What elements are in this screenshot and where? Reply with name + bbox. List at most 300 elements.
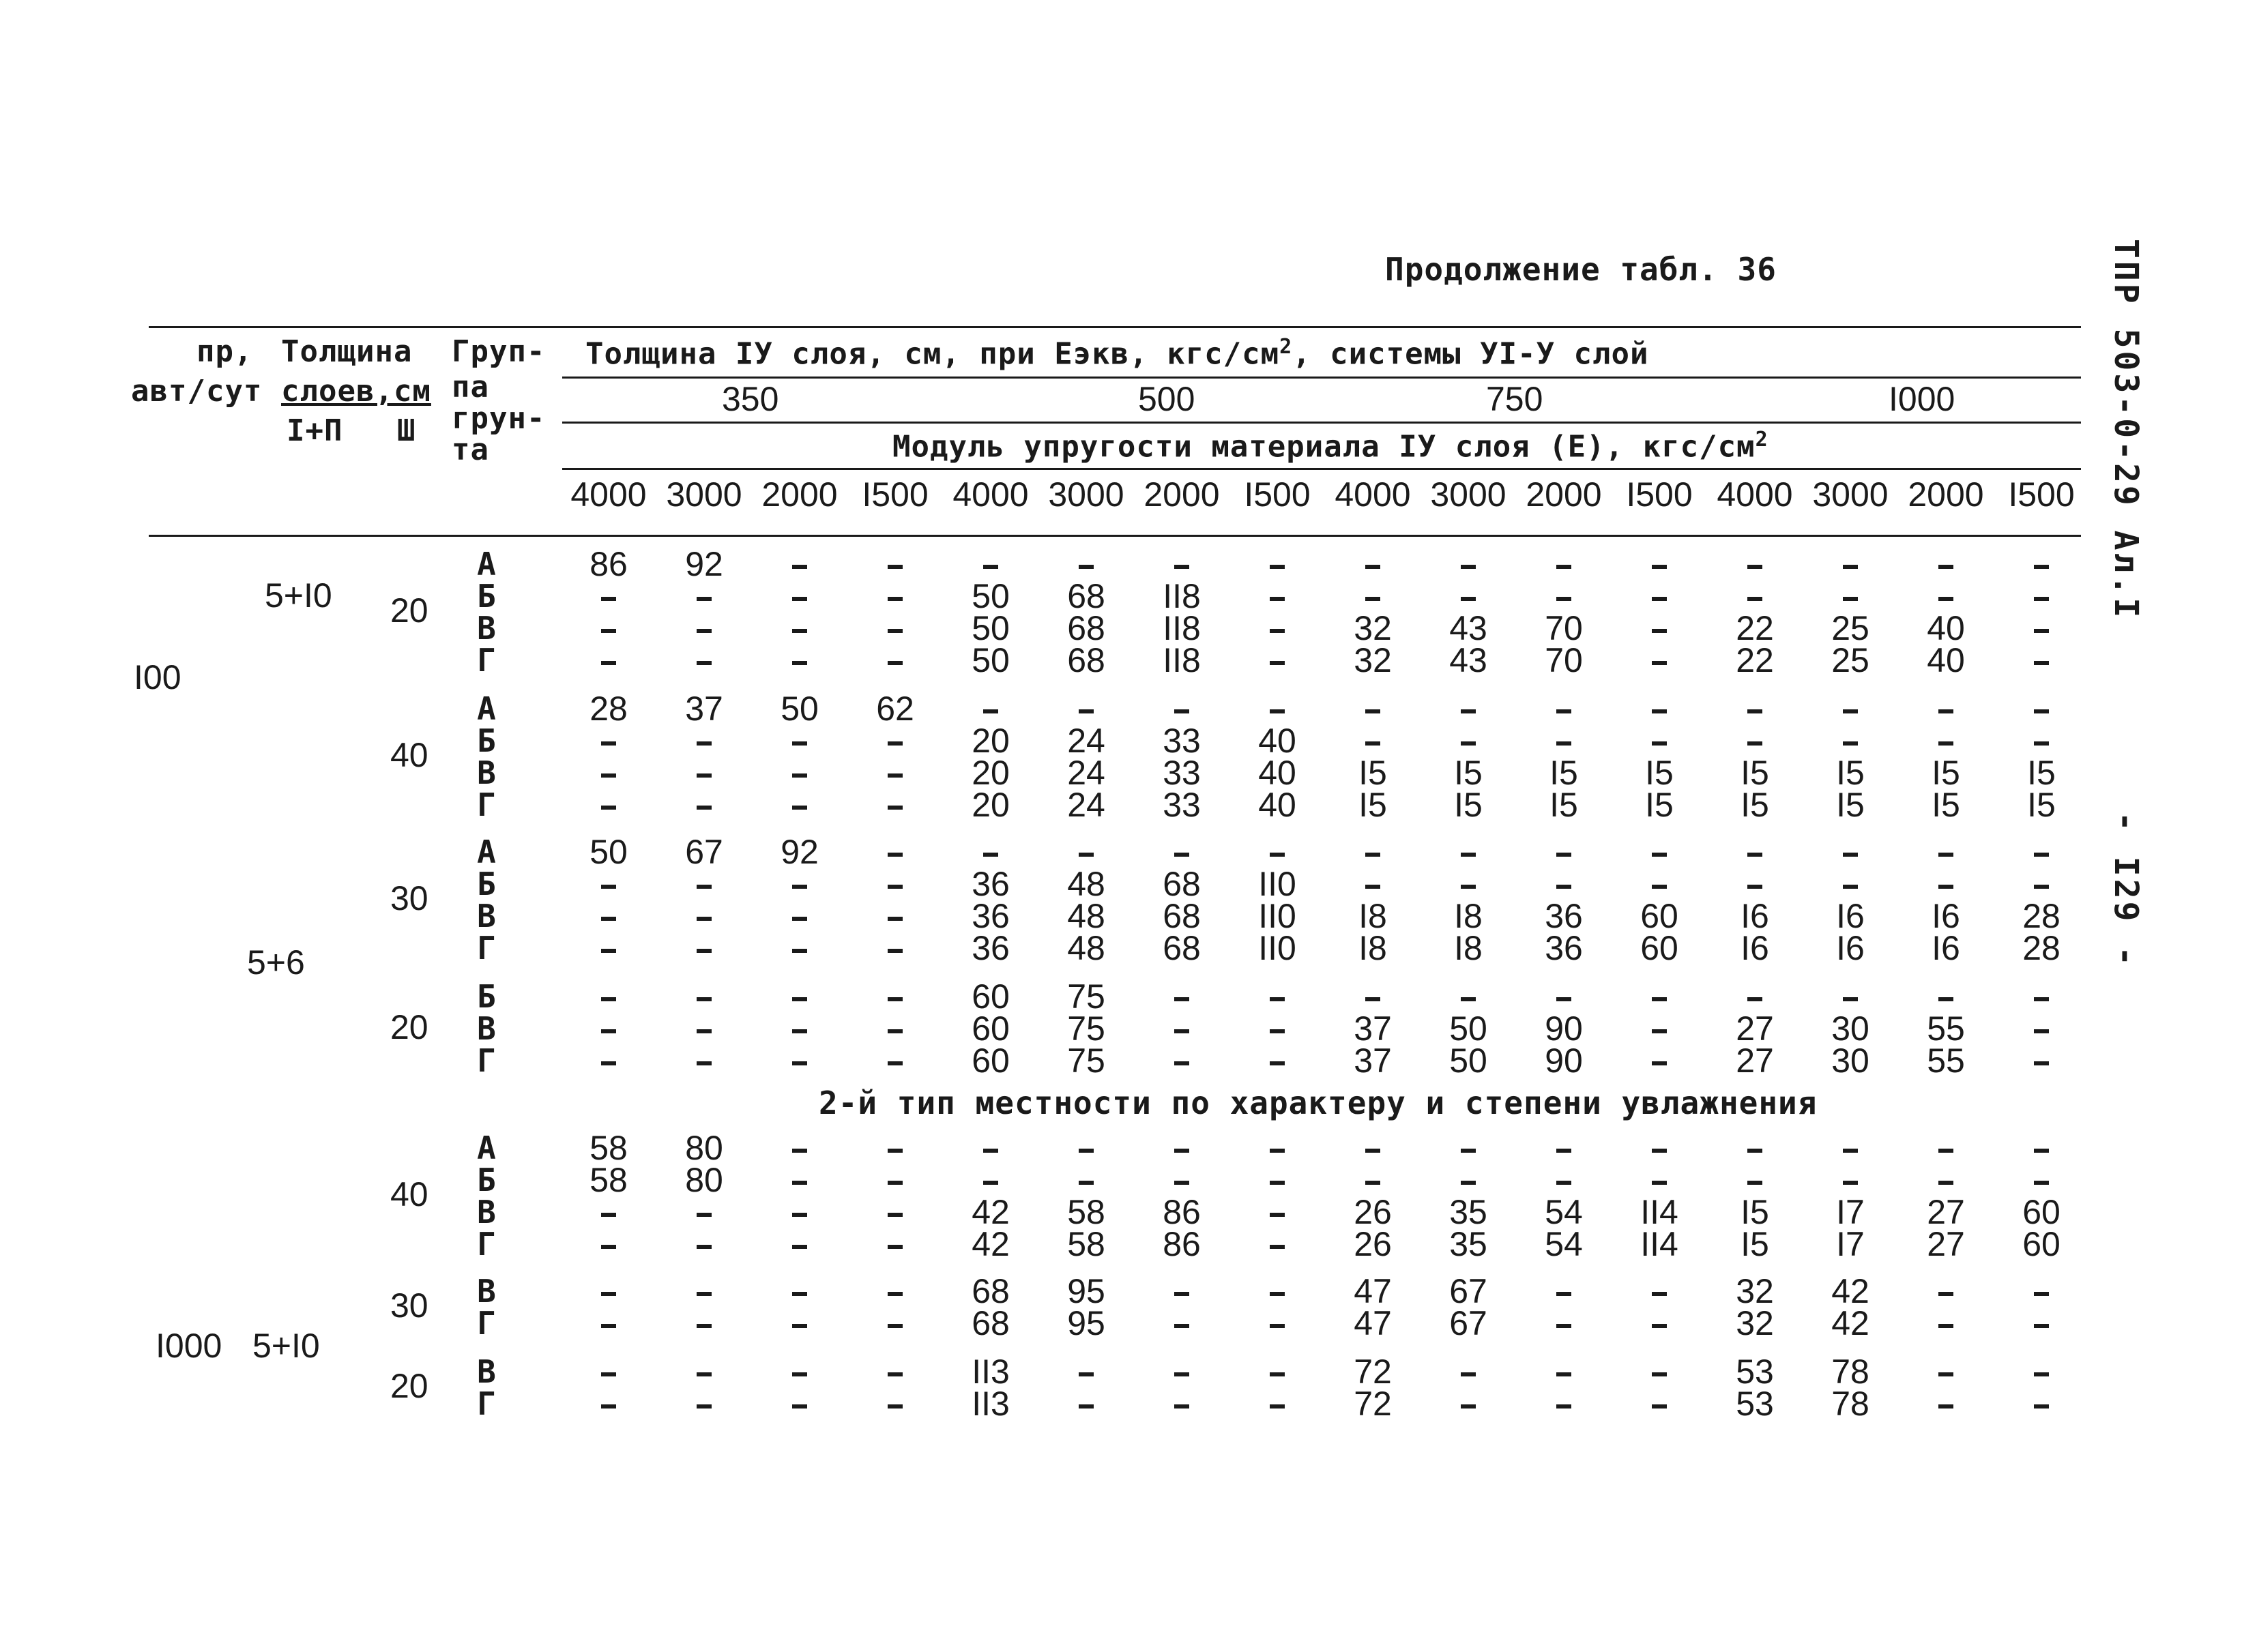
- table-cell: 24: [1067, 754, 1105, 792]
- table-cell: 28: [2022, 897, 2061, 935]
- dash-mark: [1747, 597, 1762, 601]
- table-cell: I6: [1741, 897, 1769, 935]
- soil-group-label: Г: [477, 1305, 496, 1342]
- table-cell: 60: [972, 977, 1010, 1016]
- table-cell: 48: [1067, 897, 1105, 935]
- dash-mark: [1652, 1404, 1667, 1408]
- dash-mark: [1270, 1213, 1285, 1217]
- dash-mark: [792, 1404, 807, 1408]
- soil-group-label: Г: [477, 786, 496, 823]
- table-cell-empty: [1229, 979, 1325, 1014]
- table-cell-empty: [1707, 1163, 1803, 1197]
- dash-mark: [1747, 997, 1762, 1001]
- dash-mark: [1938, 1372, 1953, 1376]
- dash-mark: [601, 885, 616, 889]
- table-cell: 60: [972, 1009, 1010, 1048]
- dash-mark: [1938, 997, 1953, 1001]
- table-cell-empty: [1707, 692, 1803, 726]
- table-cell-empty: [1803, 867, 1898, 901]
- table-cell: 78: [1831, 1353, 1869, 1391]
- dash-mark: [601, 741, 616, 746]
- table-cell-empty: [656, 1195, 752, 1229]
- dash-mark: [888, 917, 903, 921]
- dash-mark: [2034, 1061, 2049, 1065]
- table-cell: 50: [589, 833, 628, 871]
- table-cell-empty: [943, 547, 1038, 581]
- table-caption: Продолжение табл. 36: [1385, 251, 1777, 288]
- table-cell-empty: [1994, 611, 2089, 645]
- dash-mark: [1270, 1292, 1285, 1296]
- dash-mark: [1556, 1149, 1571, 1153]
- table-cell-empty: [561, 579, 656, 613]
- table-cell: I5: [1836, 786, 1865, 824]
- dash-mark: [2034, 565, 2049, 569]
- dash-mark: [601, 917, 616, 921]
- table-cell-empty: [943, 835, 1038, 869]
- modulus-value-2: 2000: [761, 475, 838, 514]
- layers-5-10-b: 5+I0: [252, 1327, 320, 1365]
- table-cell: 36: [972, 897, 1010, 935]
- dash-mark: [1270, 629, 1285, 633]
- table-cell-empty: [561, 1387, 656, 1421]
- dash-mark: [601, 1372, 616, 1376]
- modulus-value-7: I500: [1244, 475, 1311, 514]
- dash-mark: [697, 629, 712, 633]
- dash-mark: [888, 1149, 903, 1153]
- table-cell-empty: [1994, 835, 2089, 869]
- table-cell-empty: [847, 547, 943, 581]
- table-cell: 42: [972, 1193, 1010, 1231]
- dash-mark: [1174, 1324, 1189, 1328]
- dash-mark: [1270, 661, 1285, 665]
- table-cell-empty: [1421, 1355, 1516, 1389]
- dash-mark: [1461, 1181, 1476, 1185]
- dash-mark: [1747, 1181, 1762, 1185]
- table-cell-empty: [1612, 867, 1707, 901]
- table-cell: I5: [1454, 786, 1483, 824]
- table-cell: II0: [1258, 897, 1296, 935]
- dash-mark: [1270, 565, 1285, 569]
- dash-mark: [792, 1061, 807, 1065]
- table-cell-empty: [1994, 692, 2089, 726]
- table-cell-empty: [847, 1274, 943, 1308]
- table-cell: I5: [1932, 786, 1960, 824]
- table-cell-empty: [752, 579, 847, 613]
- table-cell-empty: [656, 1355, 752, 1389]
- dash-mark: [1270, 1181, 1285, 1185]
- table-cell-empty: [561, 867, 656, 901]
- table-cell-empty: [1229, 579, 1325, 613]
- table-cell-empty: [1803, 835, 1898, 869]
- table-cell-empty: [1325, 547, 1421, 581]
- table-cell-empty: [1229, 1227, 1325, 1261]
- dash-mark: [2034, 1292, 2049, 1296]
- dash-mark: [697, 1324, 712, 1328]
- modulus-value-15: I500: [2008, 475, 2075, 514]
- dash-mark: [888, 885, 903, 889]
- table-cell-empty: [752, 899, 847, 933]
- dash-mark: [888, 1292, 903, 1296]
- table-cell: 27: [1736, 1009, 1774, 1048]
- table-cell-empty: [752, 643, 847, 677]
- table-cell-empty: [656, 867, 752, 901]
- dash-mark: [1079, 709, 1094, 713]
- table-cell: 30: [1831, 1042, 1869, 1080]
- table-cell: 42: [1831, 1304, 1869, 1342]
- table-cell-empty: [1421, 1387, 1516, 1421]
- dash-mark: [1270, 1404, 1285, 1408]
- table-cell: 92: [685, 545, 723, 583]
- table-cell-empty: [1516, 547, 1612, 581]
- dash-mark: [1652, 1029, 1667, 1033]
- table-cell: 86: [1163, 1225, 1201, 1263]
- thickness-value: 20: [390, 591, 428, 630]
- table-cell: 50: [781, 690, 819, 728]
- dash-mark: [1556, 709, 1571, 713]
- table-cell-empty: [1612, 979, 1707, 1014]
- soil-group-label: Б: [477, 978, 496, 1015]
- table-cell-empty: [1421, 835, 1516, 869]
- section-2-title: 2-й тип местности по характеру и степени увлажнения: [819, 1085, 1818, 1121]
- dash-mark: [1270, 1149, 1285, 1153]
- table-cell-empty: [1707, 1131, 1803, 1165]
- dash-mark: [1461, 853, 1476, 857]
- table-cell-empty: [1612, 1131, 1707, 1165]
- table-cell-empty: [1134, 1387, 1229, 1421]
- table-cell: 24: [1067, 722, 1105, 760]
- modulus-title: [892, 430, 1768, 462]
- table-cell-empty: [1421, 1131, 1516, 1165]
- dash-mark: [697, 661, 712, 665]
- dash-mark: [1270, 1029, 1285, 1033]
- dash-mark: [1938, 709, 1953, 713]
- table-cell-empty: [1516, 692, 1612, 726]
- table-cell-empty: [1134, 1163, 1229, 1197]
- dash-mark: [697, 1061, 712, 1065]
- dash-mark: [888, 1213, 903, 1217]
- table-cell-empty: [1516, 835, 1612, 869]
- table-cell: II3: [972, 1353, 1010, 1391]
- dash-mark: [1461, 997, 1476, 1001]
- dash-mark: [1843, 709, 1858, 713]
- table-cell: 42: [972, 1225, 1010, 1263]
- dash-mark: [1270, 1324, 1285, 1328]
- dash-mark: [792, 1245, 807, 1249]
- dash-mark: [1461, 565, 1476, 569]
- thickness-value: 30: [390, 1286, 428, 1325]
- table-cell-empty: [752, 611, 847, 645]
- dash-mark: [1843, 741, 1858, 746]
- table-cell-empty: [752, 867, 847, 901]
- dash-mark: [697, 1029, 712, 1033]
- table-cell-empty: [561, 611, 656, 645]
- table-cell: 42: [1831, 1272, 1869, 1310]
- table-cell-empty: [1612, 835, 1707, 869]
- thickness-value: 40: [390, 736, 428, 774]
- dash-mark: [1938, 565, 1953, 569]
- table-cell-empty: [1803, 692, 1898, 726]
- table-cell: 37: [1354, 1042, 1392, 1080]
- table-cell-empty: [656, 611, 752, 645]
- table-cell-empty: [1038, 1355, 1134, 1389]
- table-cell-empty: [1994, 643, 2089, 677]
- dash-mark: [1270, 597, 1285, 601]
- table-cell-empty: [1707, 835, 1803, 869]
- table-cell: 72: [1354, 1385, 1392, 1423]
- table-cell: 58: [1067, 1225, 1105, 1263]
- dash-mark: [1556, 1181, 1571, 1185]
- table-cell-empty: [1803, 547, 1898, 581]
- eekv-350: 350: [722, 380, 779, 418]
- layers-5-10-a: 5+I0: [265, 576, 332, 615]
- table-cell-empty: [1516, 1163, 1612, 1197]
- thickness-value: 20: [390, 1007, 428, 1046]
- dash-mark: [1461, 741, 1476, 746]
- table-cell: I8: [1454, 897, 1483, 935]
- table-cell-empty: [752, 756, 847, 790]
- table-cell-empty: [1229, 1044, 1325, 1078]
- dash-mark: [888, 806, 903, 810]
- table-cell-empty: [1707, 547, 1803, 581]
- table-cell: 90: [1545, 1009, 1583, 1048]
- document-code: ТПР 503-0-29 Ал.I: [2107, 239, 2145, 621]
- soil-group-label: А: [477, 1130, 496, 1166]
- soil-group-label: В: [477, 754, 496, 791]
- table-cell-empty: [752, 724, 847, 758]
- dash-mark: [792, 1372, 807, 1376]
- dash-mark: [601, 1213, 616, 1217]
- dash-mark: [697, 1245, 712, 1249]
- table-cell-empty: [1612, 692, 1707, 726]
- table-cell-empty: [1229, 1131, 1325, 1165]
- dash-mark: [1079, 1149, 1094, 1153]
- dash-mark: [1747, 885, 1762, 889]
- dash-mark: [1938, 1404, 1953, 1408]
- dash-mark: [697, 1213, 712, 1217]
- table-cell: 36: [972, 865, 1010, 903]
- table-cell: I8: [1358, 897, 1387, 935]
- table-cell-empty: [656, 756, 752, 790]
- table-cell-empty: [561, 1274, 656, 1308]
- table-cell-empty: [1994, 1274, 2089, 1308]
- dash-mark: [1556, 741, 1571, 746]
- dash-mark: [1174, 709, 1189, 713]
- dash-mark: [888, 1245, 903, 1249]
- soil-group-label: А: [477, 834, 496, 870]
- dash-mark: [792, 773, 807, 778]
- table-cell-empty: [847, 835, 943, 869]
- soil-group-label: А: [477, 546, 496, 582]
- table-cell-empty: [1325, 724, 1421, 758]
- table-cell-empty: [1612, 724, 1707, 758]
- table-cell-empty: [1325, 1131, 1421, 1165]
- dash-mark: [2034, 997, 2049, 1001]
- group-header-3: грун-: [452, 401, 546, 436]
- table-cell-empty: [752, 1227, 847, 1261]
- dash-mark: [1365, 709, 1380, 713]
- table-cell: 72: [1354, 1353, 1392, 1391]
- thickness-header-3: I+П: [287, 413, 343, 448]
- table-cell: 67: [685, 833, 723, 871]
- table-cell: 67: [1449, 1272, 1487, 1310]
- table-cell-empty: [1421, 579, 1516, 613]
- header-bottom-rule: [149, 535, 2081, 537]
- dash-mark: [888, 1029, 903, 1033]
- dash-mark: [1556, 1372, 1571, 1376]
- layers-5-6: 5+6: [247, 943, 305, 982]
- dash-mark: [1270, 1245, 1285, 1249]
- dash-mark: [1270, 709, 1285, 713]
- soil-group-label: Г: [477, 1385, 496, 1422]
- dash-mark: [1652, 1061, 1667, 1065]
- dash-mark: [1365, 597, 1380, 601]
- table-cell-empty: [561, 1012, 656, 1046]
- dash-mark: [983, 1181, 998, 1185]
- dash-mark: [2034, 885, 2049, 889]
- table-cell-empty: [1898, 692, 1994, 726]
- table-cell-empty: [847, 643, 943, 677]
- dash-mark: [888, 773, 903, 778]
- table-cell-empty: [752, 931, 847, 965]
- table-cell-empty: [1134, 1274, 1229, 1308]
- table-cell: I5: [1836, 754, 1865, 792]
- dash-mark: [601, 949, 616, 953]
- dash-mark: [888, 949, 903, 953]
- table-cell-empty: [1898, 867, 1994, 901]
- table-cell-empty: [656, 1387, 752, 1421]
- soil-group-label: В: [477, 610, 496, 647]
- dash-mark: [1652, 597, 1667, 601]
- table-cell-empty: [1038, 835, 1134, 869]
- dash-mark: [1556, 853, 1571, 857]
- table-cell-empty: [1134, 1355, 1229, 1389]
- dash-mark: [792, 806, 807, 810]
- soil-group-label: В: [477, 1010, 496, 1047]
- table-cell: I5: [1932, 754, 1960, 792]
- table-cell: 55: [1927, 1009, 1965, 1048]
- table-cell-empty: [656, 1227, 752, 1261]
- dash-mark: [792, 565, 807, 569]
- table-cell-empty: [561, 756, 656, 790]
- soil-group-label: Б: [477, 866, 496, 902]
- table-cell: I6: [1836, 929, 1865, 967]
- dash-mark: [1461, 1404, 1476, 1408]
- table-cell-empty: [656, 1274, 752, 1308]
- table-cell-empty: [1229, 1355, 1325, 1389]
- table-cell-empty: [1421, 979, 1516, 1014]
- modulus-value-14: 2000: [1908, 475, 1984, 514]
- table-cell: 33: [1163, 722, 1201, 760]
- dash-mark: [1270, 1372, 1285, 1376]
- table-cell: 86: [1163, 1193, 1201, 1231]
- eekv-750: 750: [1486, 380, 1543, 418]
- table-cell: 26: [1354, 1193, 1392, 1231]
- dash-mark: [792, 629, 807, 633]
- soil-group-label: В: [477, 898, 496, 934]
- table-cell: II4: [1640, 1193, 1678, 1231]
- table-cell-empty: [1038, 1387, 1134, 1421]
- dash-mark: [1938, 1324, 1953, 1328]
- table-cell-empty: [1134, 692, 1229, 726]
- dash-mark: [601, 1404, 616, 1408]
- table-cell: 43: [1449, 641, 1487, 679]
- table-cell-empty: [752, 547, 847, 581]
- table-cell-empty: [847, 931, 943, 965]
- table-cell: 75: [1067, 1042, 1105, 1080]
- table-cell-empty: [1516, 1306, 1612, 1340]
- table-cell-empty: [1994, 1044, 2089, 1078]
- table-cell-empty: [847, 724, 943, 758]
- top-rule: [149, 326, 2081, 328]
- dash-mark: [1079, 565, 1094, 569]
- dash-mark: [1652, 741, 1667, 746]
- table-cell: 32: [1354, 609, 1392, 647]
- table-cell: 20: [972, 754, 1010, 792]
- table-cell-empty: [1898, 1306, 1994, 1340]
- table-cell-empty: [847, 756, 943, 790]
- table-cell: 40: [1258, 722, 1296, 760]
- table-cell-empty: [1612, 1012, 1707, 1046]
- table-cell-empty: [1707, 579, 1803, 613]
- table-cell: 47: [1354, 1304, 1392, 1342]
- table-cell: 50: [972, 641, 1010, 679]
- table-cell-empty: [1421, 692, 1516, 726]
- dash-mark: [792, 1181, 807, 1185]
- table-cell-empty: [752, 1387, 847, 1421]
- table-cell-empty: [561, 788, 656, 822]
- table-cell: 32: [1736, 1304, 1774, 1342]
- table-cell: 36: [1545, 897, 1583, 935]
- table-cell-empty: [1134, 1044, 1229, 1078]
- dash-mark: [697, 917, 712, 921]
- dash-mark: [1556, 885, 1571, 889]
- dash-mark: [888, 853, 903, 857]
- dash-mark: [2034, 597, 2049, 601]
- dash-mark: [2034, 1372, 2049, 1376]
- dash-mark: [1079, 1404, 1094, 1408]
- table-cell: I8: [1358, 929, 1387, 967]
- table-cell: I5: [1549, 786, 1578, 824]
- table-cell-empty: [1994, 1306, 2089, 1340]
- dash-mark: [1174, 1404, 1189, 1408]
- table-cell-empty: [1229, 1387, 1325, 1421]
- dash-mark: [888, 741, 903, 746]
- dash-mark: [1843, 885, 1858, 889]
- dash-mark: [1365, 853, 1380, 857]
- table-cell-empty: [847, 899, 943, 933]
- table-cell: I5: [1741, 1225, 1769, 1263]
- table-cell-empty: [1038, 692, 1134, 726]
- table-cell-empty: [1898, 835, 1994, 869]
- table-cell-empty: [1516, 979, 1612, 1014]
- dash-mark: [601, 1245, 616, 1249]
- thickness-value: 30: [390, 879, 428, 917]
- dash-mark: [2034, 1149, 2049, 1153]
- dash-mark: [1365, 741, 1380, 746]
- table-cell: 58: [589, 1161, 628, 1199]
- table-cell: I5: [2027, 786, 2056, 824]
- table-cell-empty: [1229, 835, 1325, 869]
- table-cell-empty: [1612, 547, 1707, 581]
- table-cell: 75: [1067, 1009, 1105, 1048]
- dash-mark: [1747, 709, 1762, 713]
- modulus-value-6: 2000: [1144, 475, 1220, 514]
- table-cell-empty: [1325, 692, 1421, 726]
- dash-mark: [1652, 1149, 1667, 1153]
- dash-mark: [601, 1061, 616, 1065]
- dash-mark: [983, 1149, 998, 1153]
- dash-mark: [983, 853, 998, 857]
